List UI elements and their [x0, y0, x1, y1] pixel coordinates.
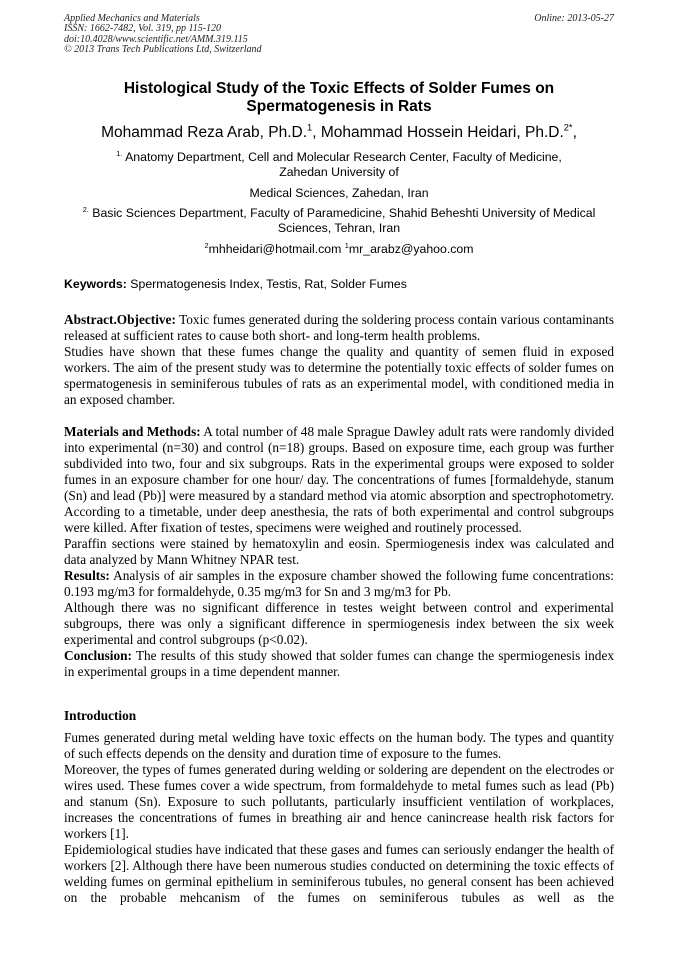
author-1: Mohammad Reza Arab, Ph.D. — [101, 124, 308, 141]
email2-sup: 2 — [204, 240, 209, 250]
email-1: mr_arabz@yahoo.com — [348, 242, 474, 256]
methods-label: Materials and Methods: — [64, 424, 201, 439]
objective-text: Toxic fumes generated during the soldering process contain various contaminants released at sufficient rates to cause both short- and long-term health problems. — [64, 312, 614, 343]
abstract-objective — [64, 312, 614, 344]
keywords-text: Spermatogenesis Index, Testis, Rat, Solder Fumes — [126, 277, 407, 291]
abstract-objective-p2: Studies have shown that these fumes change the quality and quantity of semen fluid in exposed workers. The aim of the present study was to determine the potentially toxic effects of solder fumes on spermatogenesis in seminiferous tubules of rats as an experimental model, with conditioned media in an exposed chamber. — [64, 344, 614, 407]
email1-sup: 1 — [344, 240, 349, 250]
methods-text: A total number of 48 male Sprague Dawley adult rats were randomly divided into experimental (n=30) and control (n=18) groups. Based on exposure time, each group was further subdivided into two, four and six subgroups. Rats in the experimental groups were exposed to solder fumes in an exposure chamber for one hour/ day. The concentrations of fumes [formaldehyde, stanum (Sn) and lead (Pb)] were measured by a standard method via atomic absorption and spectrophotometry. According to a timetable, under deep anesthesia, the rats of both experimental and control subgroups were killed. After fixation of testes, specimens were weighed and routinely processed. — [64, 424, 614, 535]
conclusion-text: The results of this study showed that solder fumes can change the spermiogenesis index in experimental groups in a time dependent manner. — [64, 648, 614, 679]
objective-label: Abstract.Objective: — [64, 312, 176, 327]
intro-paragraph-1: Fumes generated during metal welding have toxic effects on the human body. The types and quantity of such effects depends on the density and duration time of exposure to the fumes. — [64, 730, 614, 761]
email-2: mhheidari@hotmail.com — [208, 242, 345, 256]
aff2-sup: 2. — [82, 204, 89, 214]
aff1-sup: 1. — [116, 148, 123, 158]
journal-name: Applied Mechanics and Materials — [64, 13, 200, 24]
abstract-conclusion — [64, 648, 614, 680]
affiliation-2 — [70, 206, 608, 236]
abstract — [64, 312, 614, 680]
results-label: Results: — [64, 568, 110, 583]
emails — [40, 242, 638, 257]
issn: ISSN: 1662-7482, Vol. 319, pp 115-120 — [64, 23, 222, 35]
affiliation-1-cont: Medical Sciences, Zahedan, Iran — [249, 186, 429, 200]
journal-header — [64, 14, 262, 55]
copyright: © 2013 Trans Tech Publications Ltd, Switzerland — [64, 43, 262, 55]
author-2-sup: 2* — [563, 122, 573, 133]
introduction-heading-text: Introduction — [64, 708, 137, 723]
keywords — [64, 277, 407, 292]
keywords-label: Keywords: — [64, 277, 127, 291]
affiliation-1 — [100, 150, 578, 180]
doi: doi:10.4028/www.scientific.net/AMM.319.115 — [64, 33, 248, 45]
intro-paragraph-2: Moreover, the types of fumes generated during welding or soldering are dependent on the electrodes or wires used. These fumes cover a wide spectrum, from formaldehyde to metal fumes such as lead (Pb) and stanum (Sn). Exposure to such pollutants, particularly insufficient ventilation of workplaces, increases the concentrations of fumes in breathing air and hence canincrease health risk factors for workers [1]. — [64, 762, 614, 841]
aff1-text: Anatomy Department, Cell and Molecular Research Center, Faculty of Medicine, Zahedan University of — [122, 150, 562, 179]
abstract-methods-p2: Paraffin sections were stained by hematoxylin and eosin. Spermiogenesis index was calculated and data analyzed by Mann Whitney NPAR test. — [64, 536, 614, 567]
conclusion-label: Conclusion: — [64, 648, 132, 663]
abstract-results-p2: Although there was no significant difference in testes weight between control and experimental subgroups, there was only a significant difference in spermiogenesis index between the six week experimental and control subgroups (p<0.02). — [64, 600, 614, 647]
introduction-heading — [64, 708, 614, 724]
online-date: Online: 2013-05-27 — [534, 13, 614, 24]
paper-title — [40, 80, 638, 116]
author-2: Mohammad Hossein Heidari, Ph.D. — [320, 124, 564, 141]
title-line-1: Histological Study of the Toxic Effects of Solder Fumes on — [123, 80, 555, 97]
author-sep: , — [312, 124, 321, 141]
intro-paragraph-3: Epidemiological studies have indicated that these gases and fumes can seriously endanger the health of workers [2]. Although there have been numerous studies conducted on determining the toxic effects of welding fumes on germinal epithelium in seminiferous tubules, no general consent has been achieved on the probable mehcanism of the fumes on seminiferous tubules as well as the — [64, 842, 614, 905]
author-trail: , — [572, 124, 577, 141]
authors — [40, 124, 638, 142]
author-1-sup: 1 — [307, 122, 313, 133]
abstract-methods — [64, 424, 614, 536]
introduction — [64, 708, 614, 906]
aff2-text: Basic Sciences Department, Faculty of Paramedicine, Shahid Beheshti University of Medical Sciences, Tehran, Iran — [88, 206, 596, 235]
results-text: Analysis of air samples in the exposure chamber showed the following fume concentrations: 0.193 mg/m3 for formaldehyde, 0.35 mg/m3 for Sn and 3 mg/m3 for Pb. — [64, 568, 614, 599]
abstract-results — [64, 568, 614, 600]
title-line-2: Spermatogenesis in Rats — [246, 98, 432, 115]
